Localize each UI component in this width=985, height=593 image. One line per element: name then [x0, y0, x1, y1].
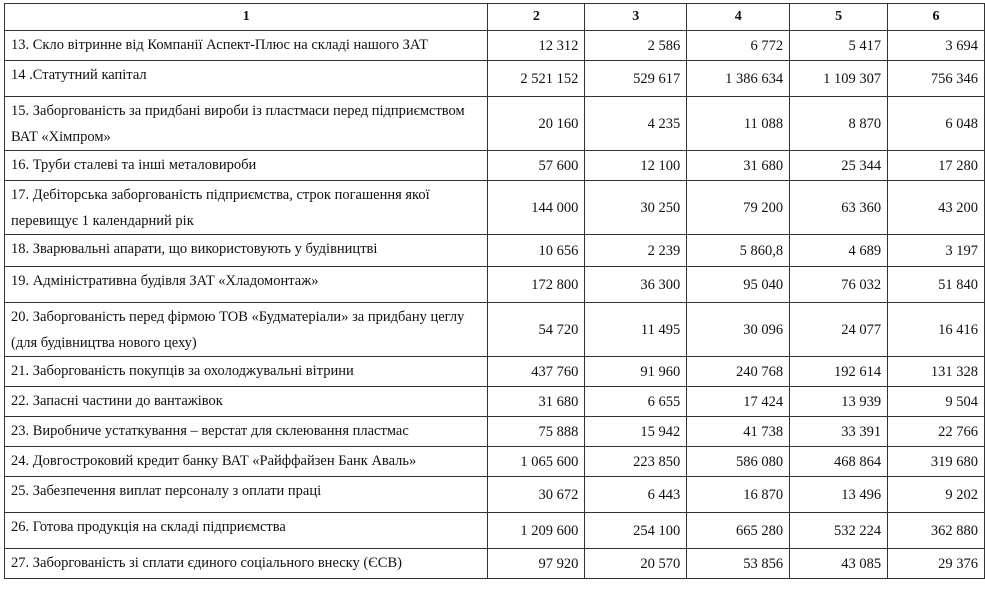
cell-value: 30 250 — [585, 181, 687, 235]
cell-value: 437 760 — [488, 357, 585, 387]
cell-value: 6 048 — [888, 97, 985, 151]
cell-value: 31 680 — [687, 151, 790, 181]
cell-value: 13 939 — [790, 387, 888, 417]
table-row — [5, 235, 985, 267]
column-header: 1 — [5, 4, 488, 31]
cell-value: 91 960 — [585, 357, 687, 387]
cell-value: 20 570 — [585, 549, 687, 579]
table-row — [5, 31, 985, 61]
cell-value: 586 080 — [687, 447, 790, 477]
column-header: 4 — [687, 4, 790, 31]
cell-value: 43 200 — [888, 181, 985, 235]
header-row — [5, 4, 985, 31]
cell-value: 529 617 — [585, 61, 687, 97]
cell-value: 4 235 — [585, 97, 687, 151]
table-row — [5, 151, 985, 181]
cell-value: 8 870 — [790, 97, 888, 151]
column-header: 3 — [585, 4, 687, 31]
table-row — [5, 303, 985, 357]
cell-value: 1 209 600 — [488, 513, 585, 549]
cell-value: 17 424 — [687, 387, 790, 417]
cell-value: 5 860,8 — [687, 235, 790, 267]
cell-value: 6 655 — [585, 387, 687, 417]
cell-value: 9 504 — [888, 387, 985, 417]
table-row — [5, 61, 985, 97]
table-row — [5, 447, 985, 477]
row-label: 26. Готова продукція на складі підприємства — [5, 513, 488, 549]
cell-value: 30 672 — [488, 477, 585, 513]
cell-value: 2 239 — [585, 235, 687, 267]
cell-value: 468 864 — [790, 447, 888, 477]
row-label: 14 .Статутний капітал — [5, 61, 488, 97]
table-row — [5, 549, 985, 579]
column-header: 6 — [888, 4, 985, 31]
cell-value: 144 000 — [488, 181, 585, 235]
cell-value: 41 738 — [687, 417, 790, 447]
table-row — [5, 387, 985, 417]
cell-value: 172 800 — [488, 267, 585, 303]
cell-value: 22 766 — [888, 417, 985, 447]
row-label: 18. Зварювальні апарати, що використовують у будівництві — [5, 235, 488, 267]
cell-value: 16 416 — [888, 303, 985, 357]
row-label: 25. Забезпечення виплат персоналу з оплати праці — [5, 477, 488, 513]
cell-value: 192 614 — [790, 357, 888, 387]
row-label: 22. Запасні частини до вантажівок — [5, 387, 488, 417]
cell-value: 17 280 — [888, 151, 985, 181]
row-label: 19. Адміністративна будівля ЗАТ «Хладомонтаж» — [5, 267, 488, 303]
cell-value: 63 360 — [790, 181, 888, 235]
cell-value: 97 920 — [488, 549, 585, 579]
row-label: 24. Довгостроковий кредит банку ВАТ «Райффайзен Банк Аваль» — [5, 447, 488, 477]
cell-value: 5 417 — [790, 31, 888, 61]
cell-value: 13 496 — [790, 477, 888, 513]
cell-value: 1 109 307 — [790, 61, 888, 97]
cell-value: 362 880 — [888, 513, 985, 549]
row-label: 17. Дебіторська заборгованість підприємства, строк погашення якої перевищує 1 календарний рік — [5, 181, 488, 235]
column-header: 2 — [488, 4, 585, 31]
row-label: 20. Заборгованість перед фірмою ТОВ «Будматеріали» за придбану цеглу (для будівництва нового цеху) — [5, 303, 488, 357]
cell-value: 15 942 — [585, 417, 687, 447]
cell-value: 75 888 — [488, 417, 585, 447]
cell-value: 51 840 — [888, 267, 985, 303]
cell-value: 665 280 — [687, 513, 790, 549]
cell-value: 54 720 — [488, 303, 585, 357]
table-row — [5, 477, 985, 513]
row-label: 13. Скло вітринне від Компанії Аспект-Плюс на складі нашого ЗАТ — [5, 31, 488, 61]
cell-value: 9 202 — [888, 477, 985, 513]
cell-value: 29 376 — [888, 549, 985, 579]
cell-value: 11 495 — [585, 303, 687, 357]
cell-value: 12 100 — [585, 151, 687, 181]
row-label: 15. Заборгованість за придбані вироби із пластмаси перед підприємством ВАТ «Хімпром» — [5, 97, 488, 151]
cell-value: 131 328 — [888, 357, 985, 387]
cell-value: 254 100 — [585, 513, 687, 549]
cell-value: 10 656 — [488, 235, 585, 267]
cell-value: 31 680 — [488, 387, 585, 417]
cell-value: 11 088 — [687, 97, 790, 151]
cell-value: 2 521 152 — [488, 61, 585, 97]
cell-value: 1 386 634 — [687, 61, 790, 97]
cell-value: 319 680 — [888, 447, 985, 477]
table-row — [5, 417, 985, 447]
table-row — [5, 513, 985, 549]
column-header: 5 — [790, 4, 888, 31]
cell-value: 532 224 — [790, 513, 888, 549]
cell-value: 30 096 — [687, 303, 790, 357]
row-label: 16. Труби сталеві та інші металовироби — [5, 151, 488, 181]
cell-value: 3 197 — [888, 235, 985, 267]
row-label: 27. Заборгованість зі сплати єдиного соціального внеску (ЄСВ) — [5, 549, 488, 579]
table-row — [5, 181, 985, 235]
cell-value: 20 160 — [488, 97, 585, 151]
cell-value: 25 344 — [790, 151, 888, 181]
cell-value: 3 694 — [888, 31, 985, 61]
cell-value: 76 032 — [790, 267, 888, 303]
cell-value: 57 600 — [488, 151, 585, 181]
balance-items-table — [4, 3, 985, 579]
cell-value: 24 077 — [790, 303, 888, 357]
row-label: 21. Заборгованість покупців за охолоджувальні вітрини — [5, 357, 488, 387]
cell-value: 43 085 — [790, 549, 888, 579]
table-row — [5, 357, 985, 387]
table-row — [5, 267, 985, 303]
cell-value: 16 870 — [687, 477, 790, 513]
cell-value: 6 443 — [585, 477, 687, 513]
cell-value: 33 391 — [790, 417, 888, 447]
cell-value: 4 689 — [790, 235, 888, 267]
cell-value: 95 040 — [687, 267, 790, 303]
cell-value: 756 346 — [888, 61, 985, 97]
cell-value: 12 312 — [488, 31, 585, 61]
table-row — [5, 97, 985, 151]
cell-value: 6 772 — [687, 31, 790, 61]
cell-value: 2 586 — [585, 31, 687, 61]
cell-value: 1 065 600 — [488, 447, 585, 477]
cell-value: 79 200 — [687, 181, 790, 235]
cell-value: 223 850 — [585, 447, 687, 477]
cell-value: 240 768 — [687, 357, 790, 387]
cell-value: 53 856 — [687, 549, 790, 579]
row-label: 23. Виробниче устаткування – верстат для склеювання пластмас — [5, 417, 488, 447]
cell-value: 36 300 — [585, 267, 687, 303]
